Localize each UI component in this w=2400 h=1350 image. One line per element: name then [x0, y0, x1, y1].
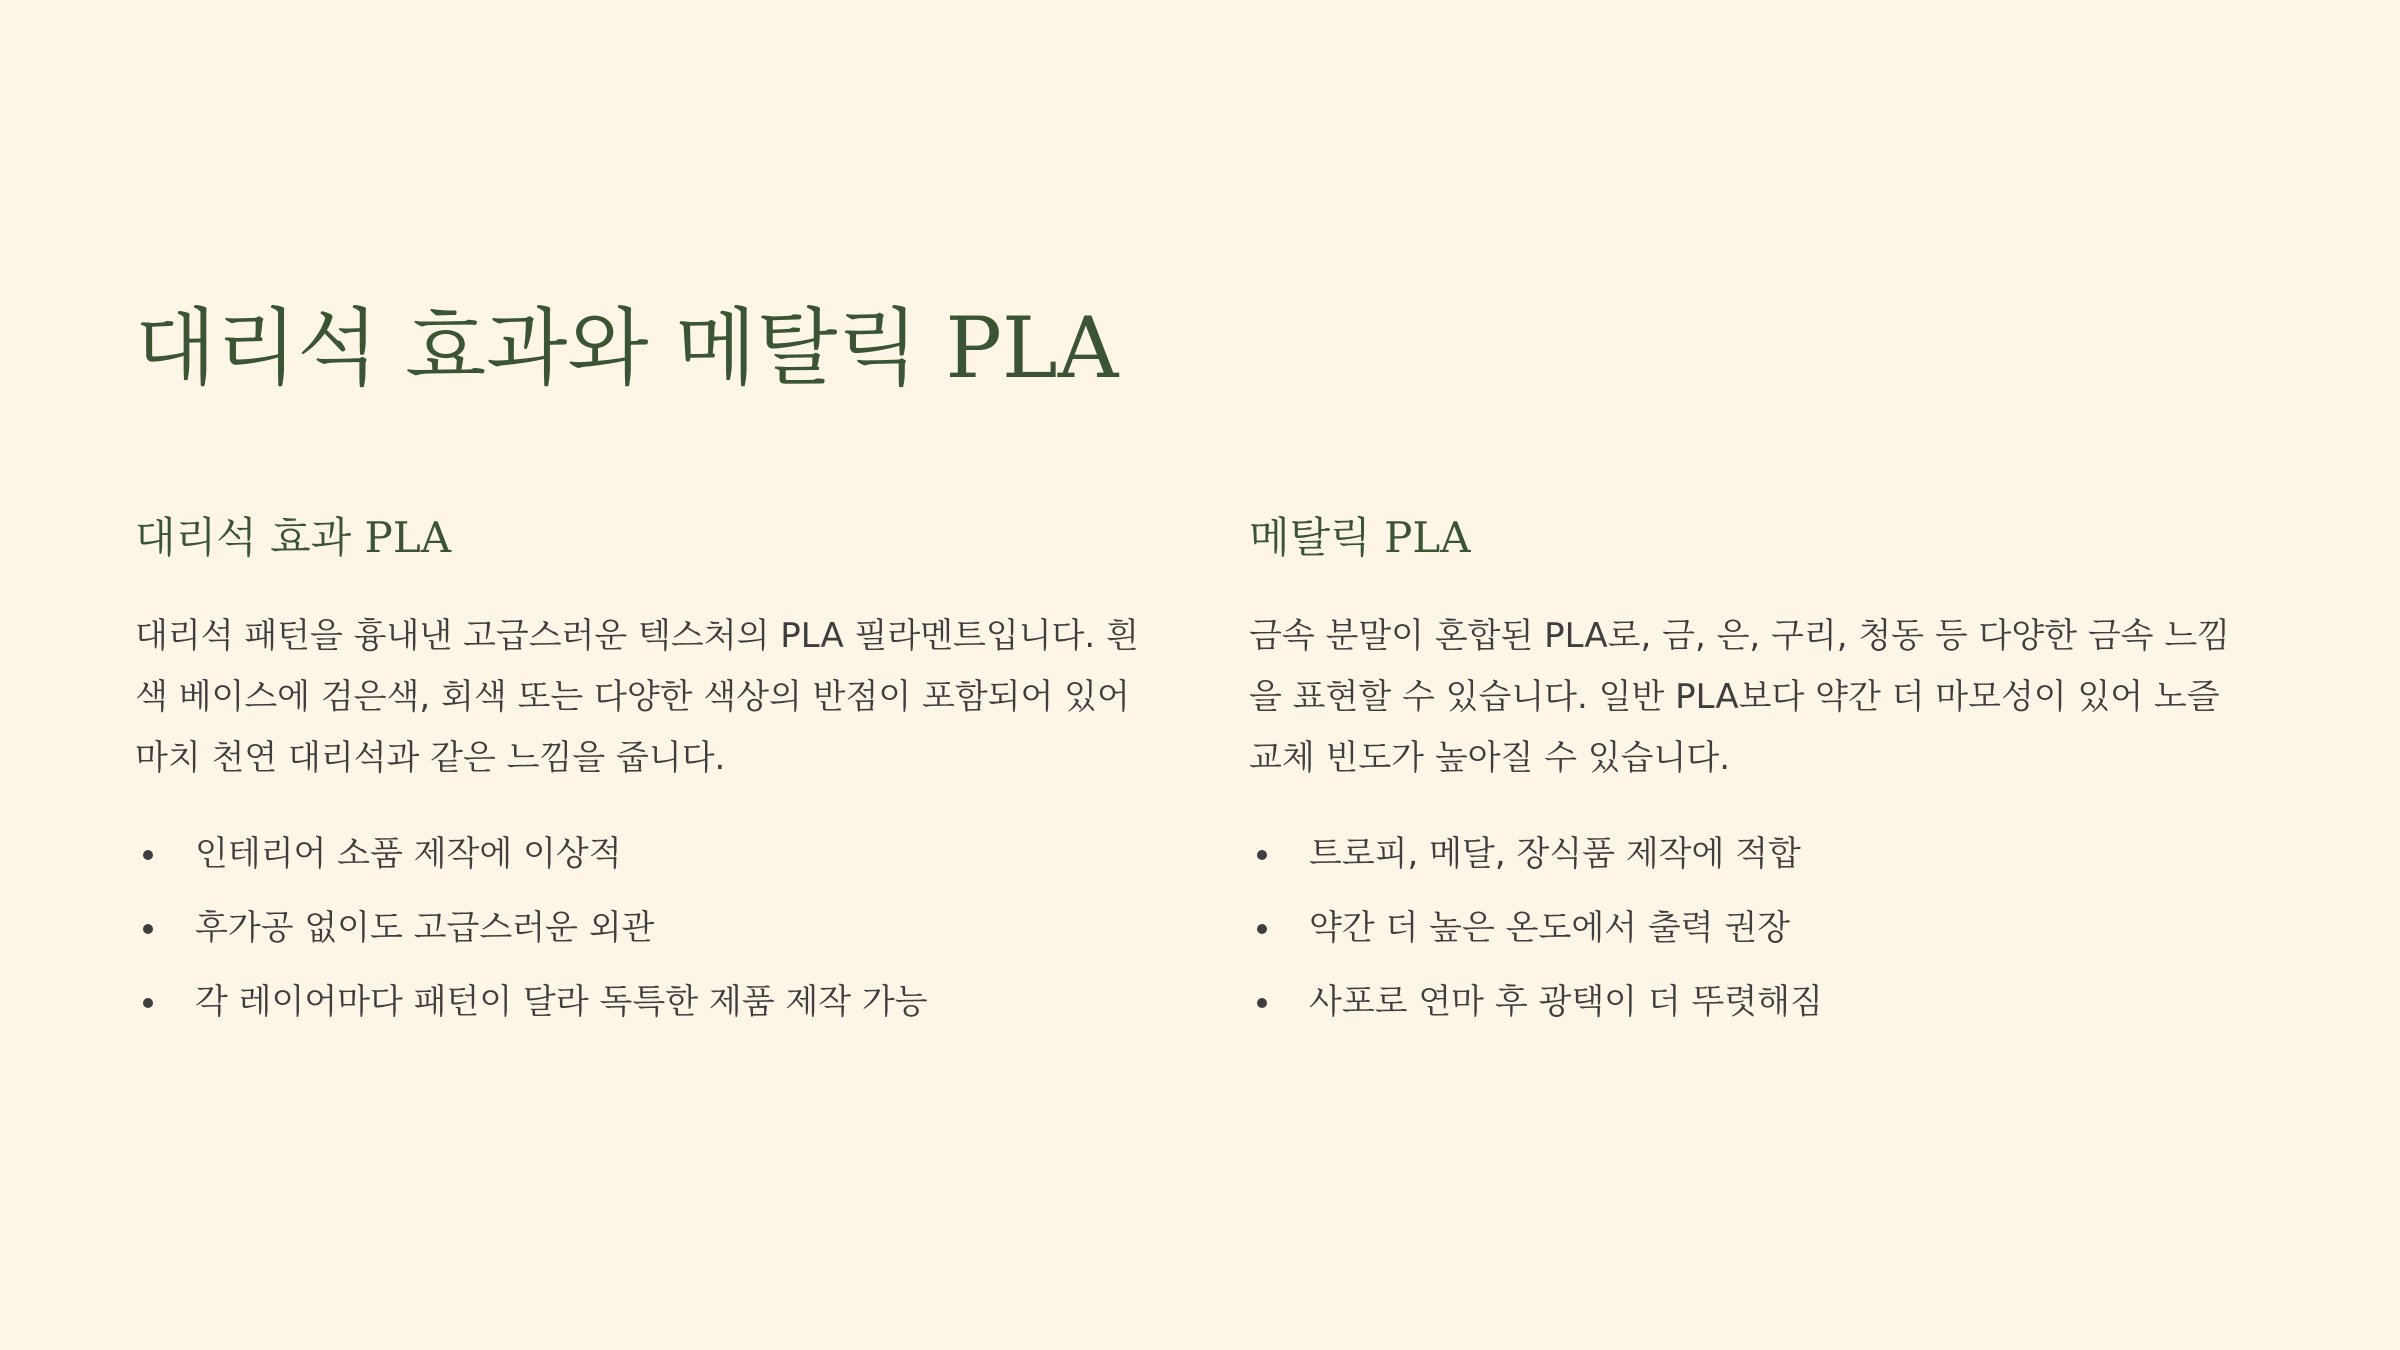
- bullet-text: 트로피, 메달, 장식품 제작에 적합: [1309, 834, 1801, 874]
- marble-pla-description: 대리석 패턴을 흉내낸 고급스러운 텍스처의 PLA 필라멘트입니다. 흰색 베이스에 검은색, 회색 또는 다양한 색상의 반점이 포함되어 있어 마치 천연 대리석과 같은 느낌을 줍니다.: [135, 616, 1139, 778]
- metallic-pla-bullet-list: [1249, 817, 2254, 1039]
- list-item: [1249, 891, 2254, 965]
- bullet-dot-icon: [1257, 850, 1267, 860]
- bullet-dot-icon: [143, 998, 153, 1008]
- bullet-text: 후가공 없이도 고급스러운 외관: [195, 908, 655, 948]
- bullet-dot-icon: [1257, 924, 1267, 934]
- bullet-dot-icon: [1257, 998, 1267, 1008]
- list-item: [1249, 817, 2254, 891]
- bullet-text: 각 레이어마다 패턴이 달라 독특한 제품 제작 가능: [195, 982, 928, 1022]
- marble-pla-bullet-list: [135, 817, 1140, 1039]
- list-item: [135, 817, 1140, 891]
- bullet-text: 사포로 연마 후 광택이 더 뚜렷해짐: [1309, 982, 1823, 1022]
- bullet-text: 인테리어 소품 제작에 이상적: [195, 834, 622, 874]
- bullet-text: 약간 더 높은 온도에서 출력 권장: [1309, 908, 1791, 948]
- list-item: [135, 891, 1140, 965]
- marble-pla-heading: 대리석 효과 PLA: [135, 513, 452, 562]
- list-item: [135, 965, 1140, 1039]
- metallic-pla-heading: 메탈릭 PLA: [1249, 513, 1471, 562]
- bullet-dot-icon: [143, 850, 153, 860]
- list-item: [1249, 965, 2254, 1039]
- bullet-dot-icon: [143, 924, 153, 934]
- slide-title: 대리석 효과와 메탈릭 PLA: [135, 299, 1119, 397]
- metallic-pla-column: [1249, 506, 2254, 1039]
- marble-pla-column: [135, 506, 1140, 1039]
- metallic-pla-description: 금속 분말이 혼합된 PLA로, 금, 은, 구리, 청동 등 다양한 금속 느낌을 표현할 수 있습니다. 일반 PLA보다 약간 더 마모성이 있어 노즐 교체 빈도가 높아질 수 있습니다.: [1249, 616, 2231, 778]
